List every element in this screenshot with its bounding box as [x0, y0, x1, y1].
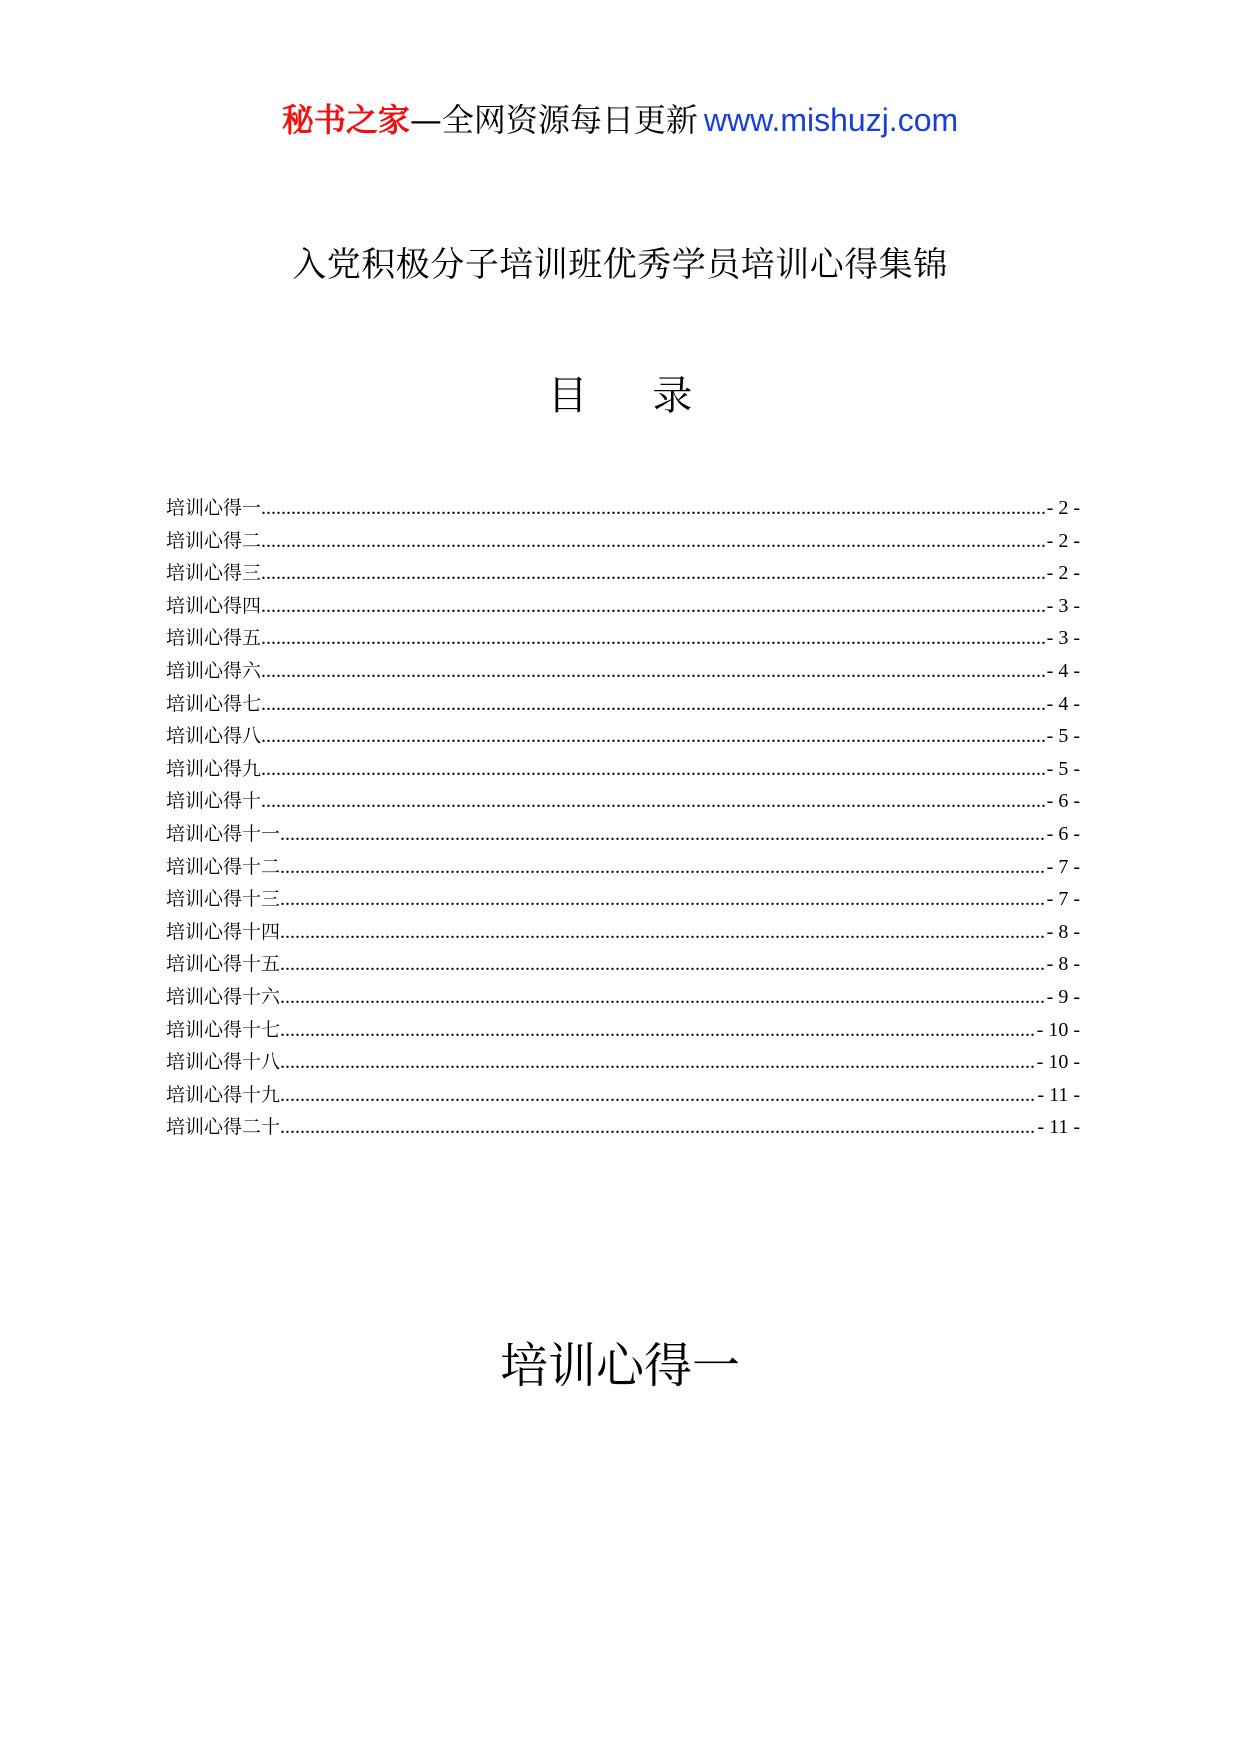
toc-leader-dots: [280, 1111, 1035, 1144]
toc-leader-dots: [261, 753, 1045, 786]
site-header: [0, 98, 1240, 142]
toc-entry-label: 培训心得五: [166, 627, 262, 650]
toc-entry-label: 培训心得八: [166, 725, 262, 748]
toc-entry-page: - 11 -: [1037, 1083, 1080, 1106]
toc-entry[interactable]: [166, 851, 1080, 884]
toc-leader-dots: [261, 525, 1045, 558]
section-title: 培训心得一: [499, 1338, 740, 1394]
toc-entry-page: - 3 -: [1046, 627, 1080, 650]
toc-entry-page: - 8 -: [1046, 920, 1080, 943]
toc-entry-label: 培训心得十四: [166, 920, 281, 943]
toc-entry-page: - 7 -: [1046, 888, 1080, 911]
toc-leader-dots: [280, 818, 1045, 851]
toc-entry-label: 培训心得十五: [166, 953, 281, 976]
toc-entry-label: 培训心得十八: [166, 1051, 281, 1074]
toc-entry-label: 培训心得一: [166, 497, 262, 519]
toc-entry-page: - 2 -: [1046, 529, 1080, 552]
toc-entry[interactable]: [166, 981, 1080, 1014]
toc-entry-label: 培训心得十三: [166, 888, 281, 911]
toc-entry-label: 培训心得十六: [166, 985, 281, 1008]
toc-entry[interactable]: [166, 948, 1080, 981]
toc-leader-dots: [280, 1014, 1035, 1047]
toc-entry-label: 培训心得九: [166, 757, 262, 780]
toc-entry[interactable]: [166, 753, 1080, 786]
toc-entry[interactable]: [166, 655, 1080, 688]
toc-leader-dots: [280, 948, 1045, 981]
toc-entry[interactable]: [166, 883, 1080, 916]
toc-entry-page: - 9 -: [1046, 985, 1080, 1008]
toc-leader-dots: [261, 785, 1045, 818]
toc-entry[interactable]: [166, 525, 1080, 558]
toc-leader-dots: [280, 981, 1045, 1014]
toc-leader-dots: [261, 492, 1045, 525]
toc-leader-dots: [280, 851, 1045, 884]
toc-leader-dots: [261, 720, 1045, 753]
toc-entry-page: - 10 -: [1036, 1051, 1080, 1074]
toc-entry[interactable]: [166, 785, 1080, 818]
toc-entry-page: - 4 -: [1046, 692, 1080, 715]
toc-leader-dots: [261, 688, 1045, 721]
toc-leader-dots: [280, 1046, 1035, 1079]
toc-entry-label: 培训心得十七: [166, 1018, 281, 1041]
toc-entry-page: - 5 -: [1046, 725, 1080, 748]
table-of-contents: [166, 492, 1080, 1144]
toc-entry-label: 培训心得二十: [166, 1116, 281, 1139]
toc-entry-page: - 11 -: [1037, 1116, 1080, 1139]
toc-leader-dots: [261, 590, 1045, 623]
brand-name: 秘书之家: [281, 101, 410, 139]
toc-entry-label: 培训心得十: [166, 790, 262, 813]
toc-entry[interactable]: [166, 1079, 1080, 1112]
toc-entry-page: - 6 -: [1046, 822, 1080, 845]
toc-entry-label: 培训心得三: [166, 562, 262, 585]
toc-entry[interactable]: [166, 557, 1080, 590]
toc-leader-dots: [280, 916, 1045, 949]
toc-entry-page: - 3 -: [1046, 594, 1080, 617]
toc-entry-page: - 10 -: [1036, 1018, 1080, 1041]
toc-entry-label: 培训心得二: [166, 529, 262, 552]
toc-entry-label: 培训心得十一: [166, 822, 281, 845]
toc-entry[interactable]: [166, 590, 1080, 623]
toc-entry-label: 培训心得十二: [166, 855, 281, 878]
toc-leader-dots: [280, 1079, 1035, 1112]
toc-entry-label: 培训心得七: [166, 692, 262, 715]
toc-leader-dots: [261, 655, 1045, 688]
site-url-link[interactable]: www.mishuzj.com: [703, 102, 959, 138]
toc-entry-page: - 2 -: [1046, 562, 1080, 585]
toc-entry[interactable]: [166, 1046, 1080, 1079]
toc-entry-page: - 5 -: [1046, 757, 1080, 780]
toc-entry-page: - 7 -: [1046, 855, 1080, 878]
toc-entry-label: 培训心得六: [166, 659, 262, 682]
toc-entry[interactable]: [166, 492, 1080, 525]
toc-entry[interactable]: [166, 720, 1080, 753]
toc-entry-page: - 2 -: [1046, 497, 1080, 519]
toc-entry-page: - 8 -: [1046, 953, 1080, 976]
toc-entry[interactable]: [166, 916, 1080, 949]
toc-entry[interactable]: [166, 818, 1080, 851]
toc-entry[interactable]: [166, 1111, 1080, 1144]
toc-entry[interactable]: [166, 622, 1080, 655]
toc-heading: 目 录: [547, 373, 719, 419]
toc-entry[interactable]: [166, 688, 1080, 721]
toc-leader-dots: [261, 622, 1045, 655]
toc-entry[interactable]: [166, 1014, 1080, 1047]
toc-leader-dots: [280, 883, 1045, 916]
toc-entry-page: - 6 -: [1046, 790, 1080, 813]
toc-entry-page: - 4 -: [1046, 659, 1080, 682]
header-slogan: —全网资源每日更新: [409, 101, 698, 139]
toc-leader-dots: [261, 557, 1045, 590]
document-title: 入党积极分子培训班优秀学员培训心得集锦: [292, 245, 948, 285]
toc-entry-label: 培训心得十九: [166, 1083, 281, 1106]
toc-entry-label: 培训心得四: [166, 594, 262, 617]
